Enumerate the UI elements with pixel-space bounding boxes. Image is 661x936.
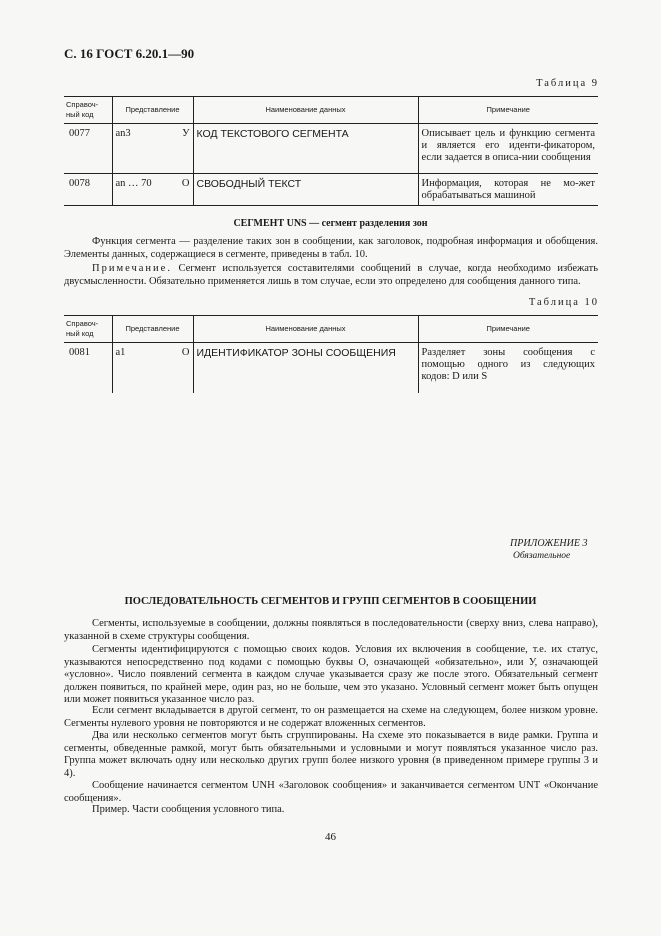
segment-uns-note <box>64 263 598 288</box>
cell-status: У <box>182 128 190 139</box>
cell-format: a1 <box>115 347 126 358</box>
appendix-status: Обязательное <box>513 551 571 561</box>
note-label: Примечание. <box>92 263 172 274</box>
segment-uns-paragraph: Функция сегмента — разделение таких зон в сообщении, как заголовок, подробная информация и обобщения. Элементы данных, содержащиеся в сегменте, приведены в табл. 10. <box>64 236 598 260</box>
cell-code: 0077 <box>64 124 112 174</box>
paragraph: Два или несколько сегментов могут быть сгруппированы. На схеме это показывается в виде рамки. Группа и сегменты, обведенные рамкой, могут быть обязательными и условными и могут появляться указанное число раз. Группа может включать одну или несколько других групп более низкого уровня (в приведенном примере группы 3 и 4). <box>64 730 598 779</box>
cell-status: О <box>181 178 190 189</box>
cell-representation <box>112 124 193 174</box>
table-10 <box>64 315 598 393</box>
table-row <box>64 343 598 393</box>
page-header: С. 16 ГОСТ 6.20.1—90 <box>64 46 195 61</box>
column-header-data-name: Наименование данных <box>193 316 418 343</box>
table-9-caption: Таблица 9 <box>536 78 599 89</box>
cell-code: 0078 <box>64 174 112 206</box>
cell-code: 0081 <box>69 347 90 358</box>
cell-note: Информация, которая не мо-жет обрабатываться машиной <box>418 174 598 206</box>
column-header-note: Примечание <box>418 97 598 124</box>
cell-format: an … 70 <box>115 178 152 189</box>
appendix-title: ПОСЛЕДОВАТЕЛЬНОСТЬ СЕГМЕНТОВ И ГРУПП СЕГМЕНТОВ В СООБЩЕНИИ <box>124 596 537 607</box>
table-9 <box>64 96 598 206</box>
segment-uns-title: СЕГМЕНТ UNS — сегмент разделения зон <box>233 218 428 229</box>
paragraph: Сегменты, используемые в сообщении, должны появляться в последовательности (сверху вниз, слева направо), указанной в схеме структуры сообщения. <box>64 618 598 642</box>
table-row <box>64 174 598 206</box>
cell-note: Описывает цель и функцию сегмента и является его иденти-фикатором, если задается в описа-нии сообщения <box>418 124 598 174</box>
column-header-representation: Представление <box>112 316 193 343</box>
cell-data-name: ИДЕНТИФИКАТОР ЗОНЫ СООБЩЕНИЯ <box>193 343 418 393</box>
column-header-representation: Представление <box>112 97 193 124</box>
appendix-label: ПРИЛОЖЕНИЕ 3 <box>510 538 588 549</box>
cell-data-name: СВОБОДНЫЙ ТЕКСТ <box>193 174 418 206</box>
column-header-code: Справоч- ный код <box>64 316 112 343</box>
paragraph: Пример. Части сообщения условного типа. <box>92 804 285 815</box>
paragraph: Сообщение начинается сегментом UNH «Заголовок сообщения» и заканчивается сегментом UNT «Окончание сообщения». <box>64 780 598 804</box>
paragraph: Сегменты идентифицируются с помощью своих кодов. Условия их включения в сообщение, т.е. их статус, указываются непосредственно под кодами с помощью буквы О, означающей «обязательно», или У, означающей «условно». Число появлений сегмента в каждом случае указывается сразу же после этого. Обязательный сегмент должен появиться, по крайней мере, один раз, но не больше, чем это указано. Условный сегмент может быть опущен или может появиться указанное число раз. <box>64 644 598 705</box>
column-header-code: Справоч- ный код <box>64 97 112 124</box>
note-text: Сегмент используется составителями сообщений в случае, когда необходимо избежать двусмысленности. Обязательно применяется лишь в том случае, если это определено для сообщения данного типа. <box>64 263 598 287</box>
column-header-note: Примечание <box>418 316 598 343</box>
column-header-data-name: Наименование данных <box>193 97 418 124</box>
paragraph: Если сегмент вкладывается в другой сегмент, то он размещается на схеме на следующем, более низком уровне. Сегменты нулевого уровня не повторяются и не содержат вложенных сегментов. <box>64 705 598 729</box>
table-10-caption: Таблица 10 <box>528 297 599 308</box>
table-row <box>64 124 598 174</box>
cell-format: an3 <box>115 128 131 139</box>
cell-data-name: КОД ТЕКСТОВОГО СЕГМЕНТА <box>193 124 418 174</box>
cell-representation <box>112 343 193 393</box>
cell-status: О <box>181 347 190 358</box>
cell-representation <box>112 174 193 206</box>
page-number: 46 <box>325 831 336 843</box>
cell-note: Разделяет зоны сообщения с помощью одного из следующих кодов: D или S <box>418 343 598 393</box>
